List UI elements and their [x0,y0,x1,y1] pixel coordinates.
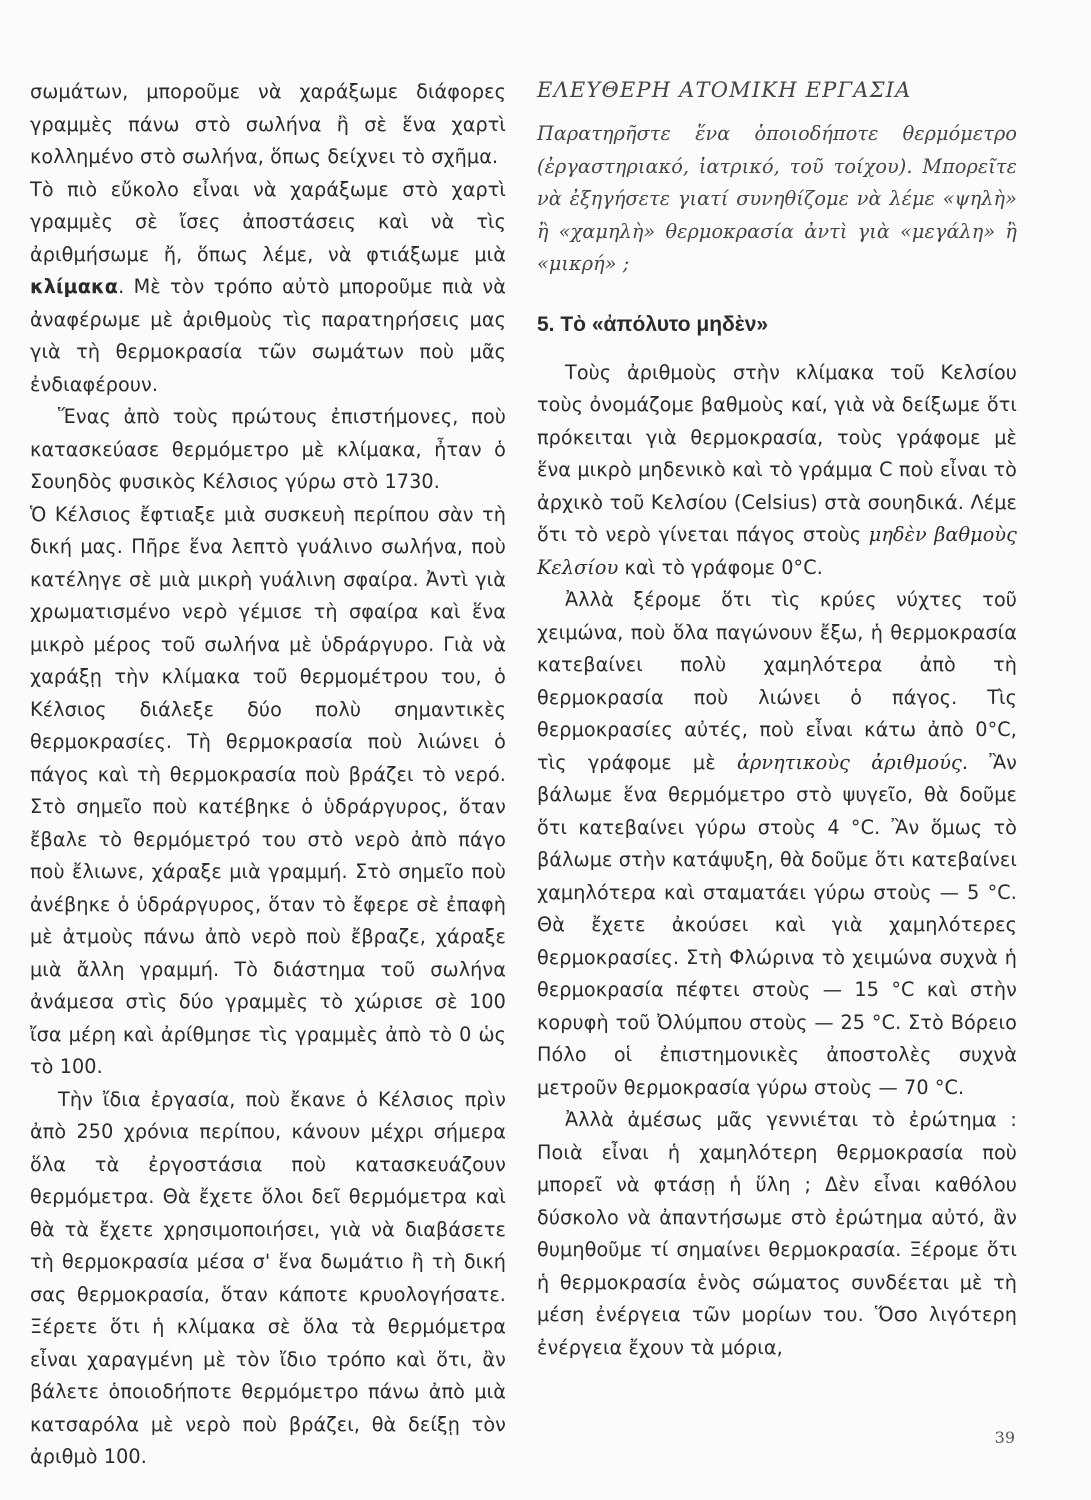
left-p2-text-b: . Μὲ τὸν τρόπο αὐτὸ μποροῦμε πιὰ νὰ ἀναφέρωμε μὲ ἀριθμοὺς τὶς παρατηρήσεις μας γιὰ τὴ θερμοκρασία τῶν σωμάτων ποὺ μᾶς ἐνδιαφέρουν. [30,275,506,396]
exercise-text: Παρατηρῆστε ἕνα ὁποιοδήποτε θερμόμετρο (ἐργαστηριακό, ἰατρικό, τοῦ τοίχου). Μπορεῖτε νὰ ἐξηγήσετε γιατί συνηθίζομε νὰ λέμε «ψηλὴ» ἢ «χαμηλὴ» θερμοκρασία ἀντὶ γιὰ «μεγάλη» ἢ «μικρή» ; [537,122,1017,275]
left-column [30,76,506,1474]
right-p1-text-a: Τοὺς ἀριθμοὺς στὴν κλίμακα τοῦ Κελσίου τοὺς ὀνομάζομε βαθμοὺς καί, γιὰ νὰ δείξωμε ὅτι πρόκειται γιὰ θερμοκρασία, τοὺς γράφομε μὲ ἕνα μικρὸ μηδενικὸ καὶ τὸ γράμμα C ποὺ εἶναι τὸ ἀρχικὸ τοῦ Κελσίου (Celsius) στὰ σουηδικά. Λέμε ὅτι τὸ νερὸ γίνεται πάγος στοὺς [537,360,1017,546]
left-paragraph-2 [30,174,506,402]
left-paragraph-4: Ὁ Κέλσιος ἔφτιαξε μιὰ συσκευὴ περίπου σὰν τὴ δική μας. Πῆρε ἕνα λεπτὸ γυάλινο σωλήνα, ποὺ κατέληγε σὲ μιὰ μικρὴ γυάλινη σφαίρα. Ἀντὶ γιὰ χρωματισμένο νερὸ γέμισε τὴ σφαίρα καὶ ἕνα μικρὸ μέρος τοῦ σωλήνα μὲ ὑδράργυρο. Γιὰ νὰ χαράξῃ τὴν κλίμακα τοῦ θερμομέτρου του, ὁ Κέλσιος διάλεξε δύο πολὺ σημαντικὲς θερμοκρασίες. Τὴ θερμοκρασία ποὺ λιώνει ὁ πάγος καὶ τὴ θερμοκρασία ποὺ βράζει τὸ νερό. Στὸ σημεῖο ποὺ κατέβηκε ὁ ὑδράργυρος, ὅταν ἔβαλε τὸ θερμόμετρό του στὸ νερὸ ἀπὸ πάγο ποὺ ἔλιωνε, χάραξε μιὰ γραμμή. Στὸ σημεῖο ποὺ ἀνέβηκε ὁ ὑδράργυρος, ὅταν τὸ ἔφερε σὲ ἐπαφὴ μὲ ἀτμοὺς πάνω ἀπὸ νερὸ ποὺ ἔβραζε, χάραξε μιὰ ἄλλη γραμμή. Τὸ διάστημα τοῦ σωλήνα ἀνάμεσα στὶς δύο γραμμὲς τὸ χώρισε σὲ 100 ἴσα μέρη καὶ ἀρίθμησε τὶς γραμμὲς ἀπὸ τὸ 0 ὡς τὸ 100. [30,502,506,1078]
right-column [537,76,1017,1364]
left-p2-text-a: Τὸ πιὸ εὔκολο εἶναι νὰ χαράξωμε στὸ χαρτὶ γραμμὲς σὲ ἴσες ἀποστάσεις καὶ νὰ τὶς ἀριθμήσωμε ἤ, ὅπως λέμε, νὰ φτιάξωμε μιὰ [30,177,506,266]
chapter-heading: 5. Τὸ «ἀπόλυτο μηδὲν» [537,312,769,336]
right-paragraph-1 [537,357,1017,585]
page-number: 39 [994,1428,1015,1447]
right-p2-italic: ἀρνητικοὺς ἀριθμούς [736,750,962,774]
left-paragraph-3: Ἕνας ἀπὸ τοὺς πρώτους ἐπιστήμονες, ποὺ κατασκεύασε θερμόμετρο μὲ κλίμακα, ἦταν ὁ Σουηδὸς φυσικὸς Κέλσιος γύρω στὸ 1730. [30,405,506,493]
right-paragraph-3: Ἀλλὰ ἀμέσως μᾶς γεννιέται τὸ ἐρώτημα : Ποιὰ εἶναι ἡ χαμηλότερη θερμοκρασία ποὺ μπορεῖ νὰ φτάσῃ ἡ ὕλη ; Δὲν εἶναι καθόλου δύσκολο νὰ ἀπαντήσωμε στὸ ἐρώτημα αὐτό, ἂν θυμηθοῦμε τί σημαίνει θερμοκρασία. Ξέρομε ὅτι ἡ θερμοκρασία ἑνὸς σώματος συνδέεται μὲ τὴ μέση ἐνέργεια τῶν μορίων του. Ὅσο λιγότερη ἐνέργεια ἔχουν τὰ μόρια, [537,1108,1017,1359]
right-p1-italic: μηδὲν βαθμοὺς Κελσίου [537,523,1017,579]
keyword-klimaka: κλίμακα [30,275,119,298]
left-paragraph-1: σωμάτων, μποροῦμε νὰ χαράξωμε διάφορες γραμμὲς πάνω στὸ σωλήνα ἢ σὲ ἕνα χαρτὶ κολλημένο στὸ σωλήνα, ὅπως δείχνει τὸ σχῆμα. [30,80,506,168]
right-p2-text-b: . Ἂν βάλωμε ἕνα θερμόμετρο στὸ ψυγεῖο, θὰ δοῦμε ὅτι κατεβαίνει γύρω στοὺς 4 °C. Ἂν ὅμως τὸ βάλωμε στὴν κατάψυξη, θὰ δοῦμε ὅτι κατεβαίνει χαμηλότερα καὶ σταματάει γύρω στοὺς — 5 °C. Θὰ ἔχετε ἀκούσει καὶ γιὰ χαμηλότερες θερμοκρασίες. Στὴ Φλώρινα τὸ χειμώνα συχνὰ ἡ θερμοκρασία πέφτει στοὺς — 15 °C καὶ στὴν κορυφὴ τοῦ Ὀλύμπου στοὺς — 25 °C. Στὸ Βόρειο Πόλο οἱ ἐπιστημονικὲς ἀποστολὲς συχνὰ μετροῦν θερμοκρασία γύρω στοὺς — 70 °C. [537,750,1017,1099]
right-paragraph-2 [537,584,1017,1104]
section-heading: ΕΛΕΥΘΕΡΗ ΑΤΟΜΙΚΗ ΕΡΓΑΣΙΑ [537,78,912,102]
left-paragraph-5: Τὴν ἴδια ἐργασία, ποὺ ἔκανε ὁ Κέλσιος πρὶν ἀπὸ 250 χρόνια περίπου, κάνουν μέχρι σήμερα ὅλα τὰ ἐργοστάσια ποὺ κατασκευάζουν θερμόμετρα. Θὰ ἔχετε ὅλοι δεῖ θερμόμετρα καὶ θὰ τὰ ἔχετε χρησιμοποιήσει, γιὰ νὰ διαβάσετε τὴ θερμοκρασία μέσα σ' ἕνα δωμάτιο ἢ τὴ δική σας θερμοκρασία, ὅταν κάποτε κρυολογήσατε. Ξέρετε ὅτι ἡ κλίμακα σὲ ὅλα τὰ θερμόμετρα εἶναι χαραγμένη μὲ τὸν ἴδιο τρόπο καὶ ὅτι, ἂν βάλετε ὁποιοδήποτε θερμόμετρο πάνω ἀπὸ μιὰ κατσαρόλα μὲ νερὸ ποὺ βράζει, θὰ δείξῃ τὸν ἀριθμὸ 100. [30,1087,506,1468]
right-p2-text-a: Ἀλλὰ ξέρομε ὅτι τὶς κρύες νύχτες τοῦ χειμώνα, ποὺ ὅλα παγώνουν ἔξω, ἡ θερμοκρασία κατεβαίνει πολὺ χαμηλότερα ἀπὸ τὴ θερμοκρασία ποὺ λιώνει ὁ πάγος. Τὶς θερμοκρασίες αὐτές, ποὺ εἶναι κάτω ἀπὸ 0°C, τὶς γράφομε μὲ [537,588,1017,774]
right-p1-text-b: καὶ τὸ γράφομε 0°C. [624,555,823,579]
